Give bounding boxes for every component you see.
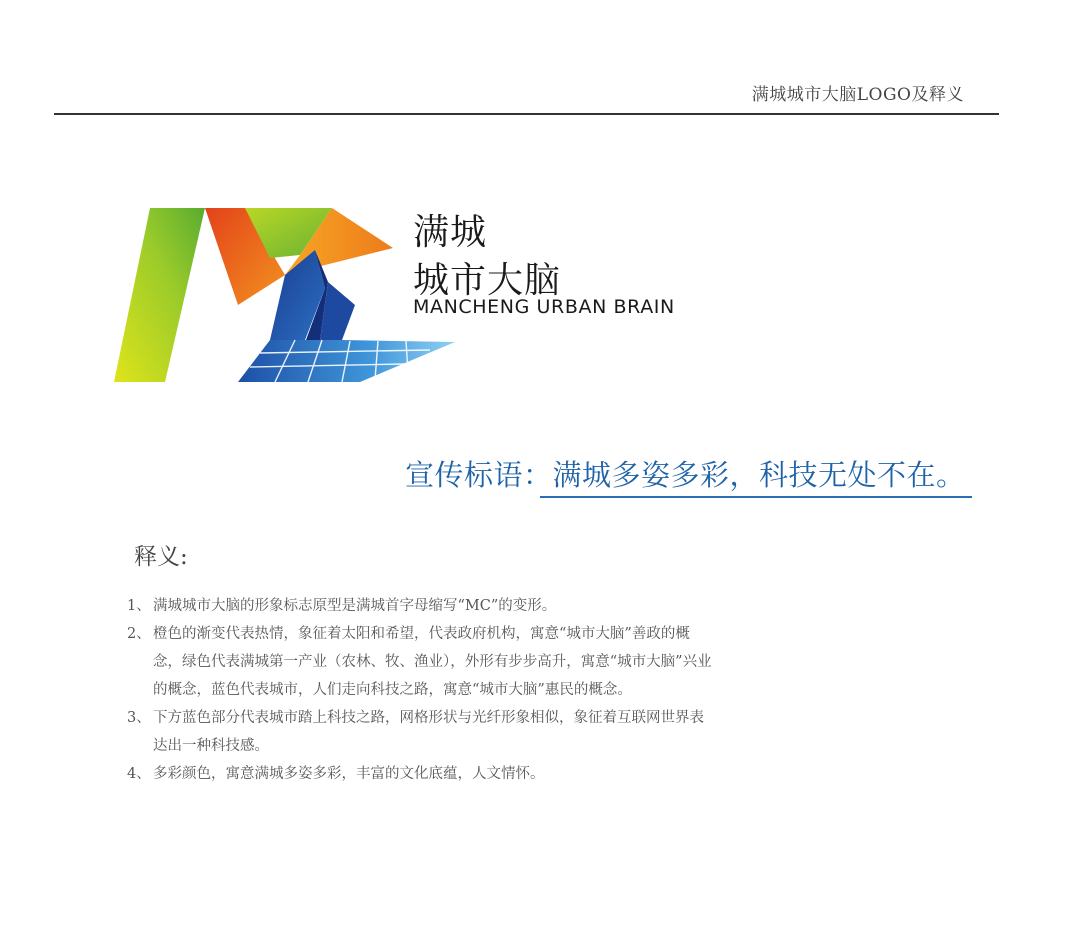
list-item: [127, 620, 712, 704]
list-item-text: 多彩颜色，寓意满城多姿多彩，丰富的文化底蕴，人文情怀。: [153, 766, 545, 782]
slogan-underline: [540, 496, 972, 498]
header-divider: [54, 113, 999, 115]
list-item-number: 3、: [127, 710, 151, 726]
list-item-number: 2、: [127, 626, 151, 642]
meaning-heading: 释义:: [134, 544, 188, 570]
list-item-number: 4、: [127, 766, 151, 782]
list-item-number: 1、: [127, 598, 151, 614]
list-item-text: 下方蓝色部分代表城市踏上科技之路，网格形状与光纤形象相似，象征着互联网世界表达出一种科技感。: [153, 710, 704, 754]
logo-name-english: MANCHENG URBAN BRAIN: [413, 296, 675, 318]
list-item: [127, 592, 712, 620]
list-item-text: 橙色的渐变代表热情，象征着太阳和希望，代表政府机构，寓意“城市大脑”善政的概念，绿色代表满城第一产业（农林、牧、渔业），外形有步步高升，寓意“城市大脑”兴业的概念，蓝色代表城市，人们走向科技之路，寓意“城市大脑”惠民的概念。: [153, 626, 712, 698]
list-item: [127, 760, 712, 788]
meaning-list: [127, 592, 712, 788]
logo-name-line1: 满城: [413, 212, 488, 253]
list-item: [127, 704, 712, 760]
list-item-text: 满城城市大脑的形象标志原型是满城首字母缩写“MC”的变形。: [153, 598, 557, 614]
slogan-text: 宣传标语：满城多姿多彩，科技无处不在。: [405, 458, 966, 492]
page-header-title: 满城城市大脑LOGO及释义: [751, 85, 964, 105]
logo-name-line2: 城市大脑: [413, 260, 562, 301]
